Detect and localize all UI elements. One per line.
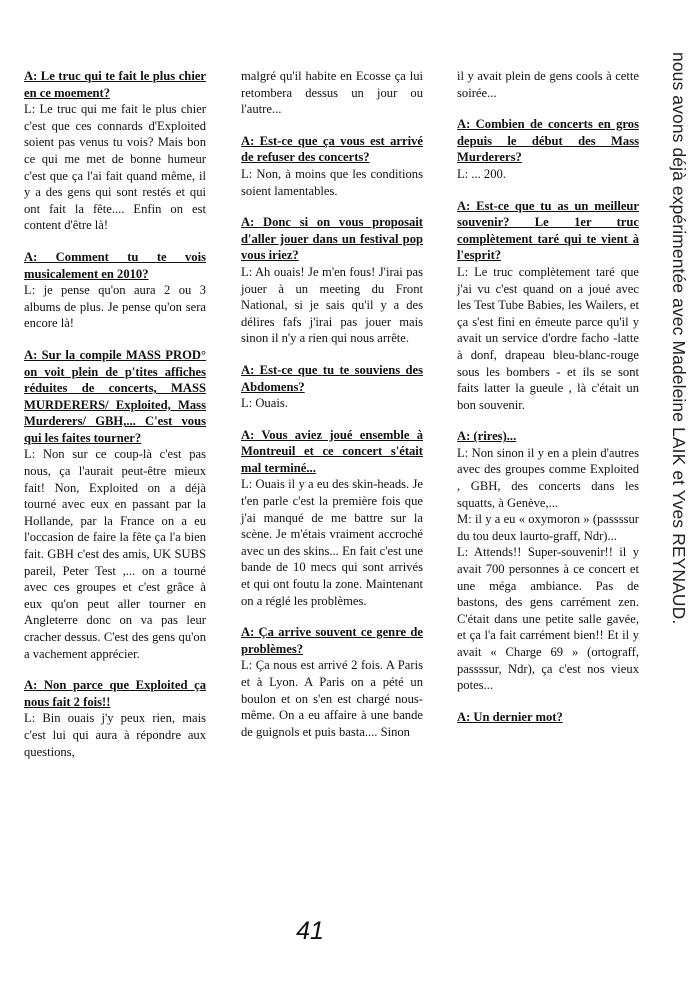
question-heading: A: Non parce que Exploited ça nous fait 2 fois!! — [24, 678, 206, 709]
interview-block — [241, 624, 423, 740]
side-caption: nous avons déjà expérimentée avec Madeleine LAIK et Yves REYNAUD. — [669, 52, 689, 625]
interview-block — [457, 198, 639, 414]
interview-block — [24, 677, 206, 760]
question-heading: A: Vous aviez joué ensemble à Montreuil et ce concert s'était mal terminé... — [241, 427, 423, 475]
question-heading: A: Comment tu te vois musicalement en 2010? — [24, 249, 206, 281]
interview-block — [241, 214, 423, 347]
question-heading: A: Donc si on vous proposait d'aller jouer dans un festival pop vous iriez? — [241, 215, 423, 263]
question-heading: A: Combien de concerts en gros depuis le début des Mass Murderers? — [457, 117, 639, 165]
column-3 — [457, 68, 639, 740]
interview-block — [457, 709, 639, 726]
question-heading: A: Est-ce que tu as un meilleur souvenir? Le 1er truc complètement taré qui te vient à l'esprit? — [457, 198, 639, 263]
question-heading: A: Sur la compile MASS PROD° on voit plein de p'tites affiches réduites de concerts, MASS MURDERERS/ Exploited, Mass Murderers/ GBH,... C'est vous qui les faites tourner? — [24, 347, 206, 445]
interview-block — [241, 68, 423, 118]
answer-text: L: Bin ouais j'y peux rien, mais c'est lui qui aura à répondre aux questions, — [24, 711, 206, 759]
interview-block — [24, 68, 206, 234]
question-heading: A: (rires)... — [457, 429, 517, 444]
interview-block — [241, 133, 423, 199]
answer-text: L: Non sinon il y en a plein d'autres avec des groupes comme Exploited , GBH, des concerts dans les squatts, à Genève,... — [457, 445, 639, 510]
question-heading: A: Est-ce que tu te souviens des Abdomens? — [241, 362, 423, 394]
answer-text: L: Ouais il y a eu des skin-heads. Je t'en parle c'est la première fois que j'ai manqué de me battre sur la scène. Je m'étais vraiment accroché avec un des skins... En fait c'est une bande de 10 mecs qui sont arrivés et qui ont foutu la zone. Maintenant on a réglé les problèmes. — [241, 477, 423, 608]
answer-text: L: Ça nous est arrivé 2 fois. A Paris et à Lyon. A Paris on a pété un boulon et on s'en est chargé nous-même. On a eu affaire à une bande de guignols et puis basta.... Sinon — [241, 658, 423, 739]
interview-block — [24, 347, 206, 662]
answer-text: L: ... 200. — [457, 166, 506, 181]
question-heading: A: Ça arrive souvent ce genre de problèmes? — [241, 625, 423, 656]
question-heading: A: Un dernier mot? — [457, 709, 563, 724]
answer-text: malgré qu'il habite en Ecosse ça lui retombera dessus un jour ou l'autre... — [241, 69, 423, 117]
answer-text: L: Ouais. — [241, 396, 288, 411]
column-1 — [24, 68, 206, 775]
interview-block — [241, 362, 423, 412]
interview-block — [457, 428, 639, 694]
answer-text: il y avait plein de gens cools à cette soirée... — [457, 69, 639, 100]
page-number: 41 — [296, 917, 324, 945]
interview-block — [24, 249, 206, 332]
interview-block — [457, 68, 639, 101]
column-2 — [241, 68, 423, 755]
answer-text: L: je pense qu'on aura 2 ou 3 albums de plus. Je pense qu'on sera encore là! — [24, 283, 206, 331]
answer-text: L: Non, à moins que les conditions soient lamentables. — [241, 166, 423, 198]
interview-block — [457, 116, 639, 182]
answer-text: L: Attends!! Super-souvenir!! il y avait 700 personnes à ce concert et une méga ambiance. Pas de bastons, des gens carrément zen. C'était dans une petite salle gavée, et ça l'a fait carrément bien!! Et il y avait « Charge 69 » (ortograff, passssur, Ndr), ça c'est nos vieux potes... — [457, 545, 639, 693]
interview-block — [241, 427, 423, 610]
question-heading: A: Est-ce que ça vous est arrivé de refuser des concerts? — [241, 133, 423, 165]
answer-text: L: Non sur ce coup-là c'est pas nous, ça l'aurait peut-être mieux fait! Non, Exploited on a déjà tourné avec eux en passant par la Hollande, par la France on a eu l'occasion de faire la fête ça l'a bien fait. GBH c'est des amis, UK SUBS pareil, Peter Test ,... on a tourné avec ces groupes et c'est grâce à eux qu'on peut aller tourner en Angleterre donc on va pas leur cracher dessus. C'est des gens qu'on a vachement apprécier. — [24, 447, 206, 661]
answer-text: M: il y a eu « oxymoron » (passssur du tou deux laurto-graff, Ndr)... — [457, 512, 639, 543]
answer-text: L: Ah ouais! Je m'en fous! J'irai pas jouer à un meeting du Front National, si je sais qu'il y a des délires fafs j'irai pas jouer mais sinon il n'y a rien qui nous arrête. — [241, 264, 423, 346]
question-heading: A: Le truc qui te fait le plus chier en ce moement? — [24, 69, 206, 100]
answer-text: L: Le truc qui me fait le plus chier c'est que ces connards d'Exploited soient pas venus tu vois? Mais bon ce qui me met de bonne humeur c'est que ça l'ai fait quand même, il y a des gens qui sont restés et qui ont fait la fête.... Enfin on est content d'être là! — [24, 102, 206, 233]
answer-text: L: Le truc complètement taré que j'ai vu c'est quand on a joué avec les Test Tube Babies, les Wailers, et ça s'est fini en émeute parce qu'il y avait un service d'ordre facho -latte à donf, drapeau bleu-blanc-rouge sous les bombers - et ils se sont faits latter la gueule , là c'était un bon souvenir. — [457, 264, 639, 412]
